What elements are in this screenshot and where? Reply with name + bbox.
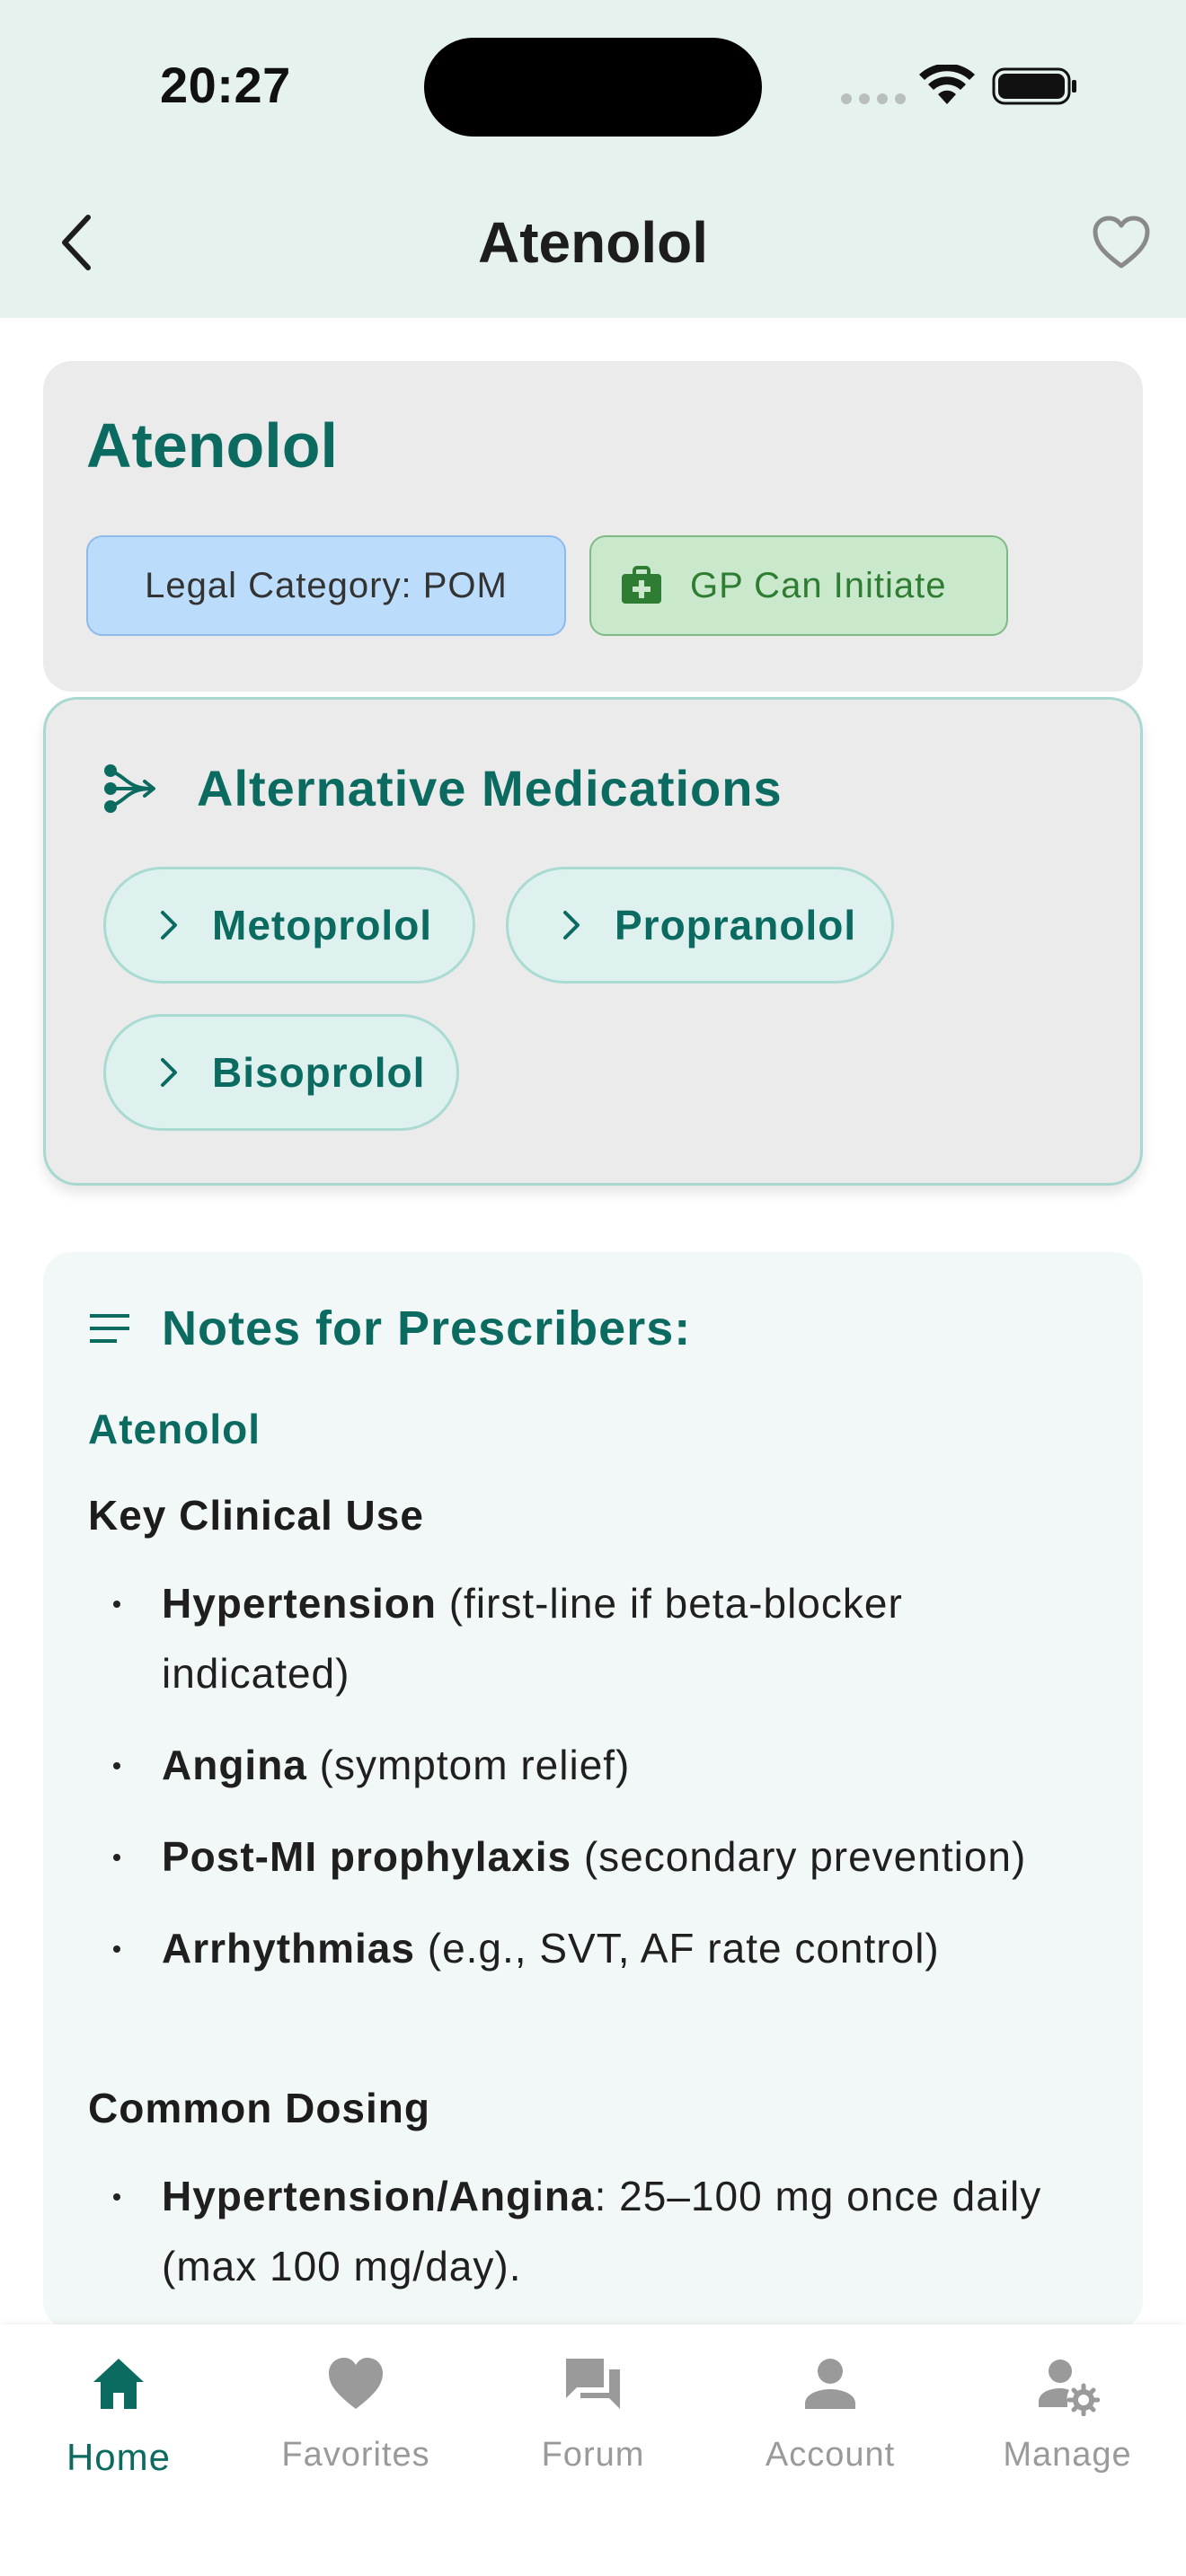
heart-icon [323,2351,388,2416]
drug-header-card [43,361,1143,692]
nav-label-home: Home [66,2436,172,2478]
dynamic-island [424,38,762,137]
nav-label-manage: Manage [1003,2436,1132,2474]
gp-initiate-chip [589,535,1008,636]
nav-item-home[interactable] [0,2351,237,2513]
alternatives-title: Alternative Medications [197,760,783,816]
medical-kit-icon [620,566,663,605]
dosing-list [88,2161,1085,2323]
nav-item-manage[interactable] [949,2351,1186,2513]
heart-outline-icon [1093,216,1150,269]
favorite-button[interactable] [1089,210,1154,275]
alternative-chip-metoprolol[interactable] [103,867,475,984]
bottom-navigation-bar [0,2325,1186,2576]
notes-header [88,1301,691,1356]
chevron-right-icon [156,909,181,941]
list-item: Hypertension (first-line if beta-blocker indicated) [88,1568,1085,1708]
gp-initiate-label: GP Can Initiate [690,565,947,605]
list-item: Angina (symptom relief) [88,1730,1085,1800]
nav-label-account: Account [765,2436,896,2474]
branch-icon [102,760,159,817]
back-button[interactable] [47,208,104,277]
person-icon [798,2351,863,2416]
list-item: Arrhythmias (e.g., SVT, AF rate control) [88,1913,1085,1983]
prescriber-notes-card [43,1252,1143,2330]
alternative-medications-card [43,697,1143,1186]
list-item: Hypertension/Angina: 25–100 mg once daily (max 100 mg/day). [88,2161,1085,2301]
alternative-label: Propranolol [615,902,857,948]
section-title-key-clinical-use: Key Clinical Use [88,1492,424,1539]
app-header-area [0,0,1186,318]
section-title-common-dosing: Common Dosing [88,2085,430,2131]
alternative-label: Metoprolol [212,902,433,948]
list-item: Post-MI prophylaxis (secondary prevention) [88,1822,1085,1892]
nav-item-forum[interactable] [474,2351,712,2513]
battery-icon [992,66,1078,106]
notes-drug-name: Atenolol [88,1406,261,1452]
drug-name: Atenolol [86,410,338,481]
clinical-use-list [88,1568,1085,2005]
nav-item-favorites[interactable] [237,2351,474,2513]
alternatives-header [102,759,783,817]
forum-icon [561,2351,625,2416]
chevron-right-icon [156,1056,181,1089]
notes-icon [88,1310,131,1346]
notes-title: Notes for Prescribers: [162,1301,692,1355]
chevron-right-icon [559,909,584,941]
wifi-icon [918,65,976,108]
manage-accounts-icon [1035,2351,1100,2416]
legal-category-chip: Legal Category: POM [86,535,566,636]
nav-label-forum: Forum [541,2436,645,2474]
chevron-left-icon [58,214,93,271]
nav-item-account[interactable] [712,2351,949,2513]
page-title: Atenolol [478,210,708,275]
status-time: 20:27 [160,57,291,113]
home-icon [86,2351,151,2416]
alternative-label: Bisoprolol [212,1049,426,1096]
nav-label-favorites: Favorites [281,2436,430,2474]
cellular-signal-icon [841,93,906,104]
alternative-chip-bisoprolol[interactable] [103,1014,459,1131]
alternative-chip-propranolol[interactable] [506,867,894,984]
